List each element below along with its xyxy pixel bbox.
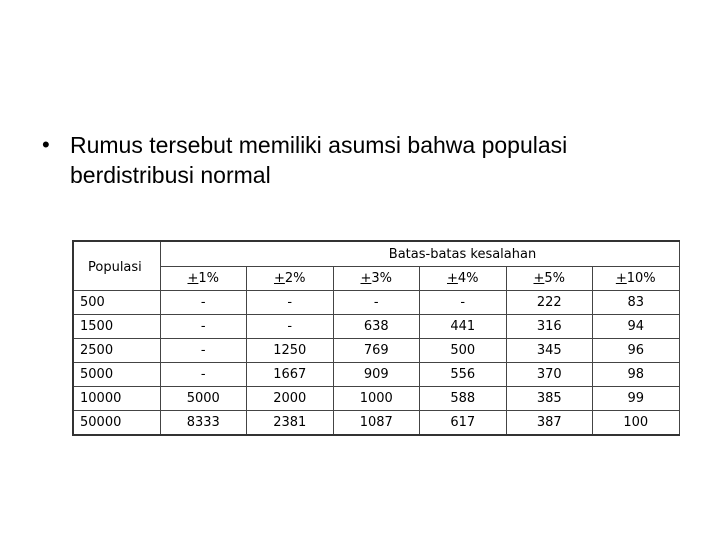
table-cell: - <box>420 291 507 315</box>
row-label: 10000 <box>73 387 160 411</box>
bullet-text: Rumus tersebut memiliki asumsi bahwa populasi berdistribusi normal <box>70 132 568 188</box>
row-label: 1500 <box>73 315 160 339</box>
table-cell: 94 <box>593 315 680 339</box>
column-header: +4% <box>420 267 507 291</box>
table-row <box>73 363 679 387</box>
table-cell: 2381 <box>247 411 334 436</box>
table-cell: 556 <box>420 363 507 387</box>
table-cell: 500 <box>420 339 507 363</box>
column-header-value: 10% <box>626 271 656 286</box>
table-cell: 588 <box>420 387 507 411</box>
column-header: +2% <box>247 267 334 291</box>
table-cell: 638 <box>333 315 420 339</box>
populasi-header: Populasi <box>73 241 160 291</box>
error-margin-table <box>72 240 678 440</box>
table-cell: - <box>160 363 247 387</box>
table-cell: 8333 <box>160 411 247 436</box>
table-cell: 100 <box>593 411 680 436</box>
table-cell: - <box>247 315 334 339</box>
table-cell: 222 <box>506 291 593 315</box>
table-cell: 98 <box>593 363 680 387</box>
column-header-value: 1% <box>198 271 220 286</box>
table-row <box>73 291 679 315</box>
table-cell: 5000 <box>160 387 247 411</box>
column-header-value: 4% <box>457 271 479 286</box>
table-cell: - <box>160 339 247 363</box>
column-header: +10% <box>593 267 680 291</box>
table-cell: - <box>160 291 247 315</box>
table-cell: 2000 <box>247 387 334 411</box>
table-row <box>73 387 679 411</box>
table-cell: 1000 <box>333 387 420 411</box>
column-header-value: 3% <box>371 271 393 286</box>
table-cell: 1250 <box>247 339 334 363</box>
column-header-value: 2% <box>284 271 306 286</box>
table-cell: 385 <box>506 387 593 411</box>
table-cell: 617 <box>420 411 507 436</box>
sample-size-table <box>72 240 680 436</box>
table-cell: 1667 <box>247 363 334 387</box>
batas-kesalahan-header: Batas-batas kesalahan <box>160 241 679 267</box>
table-cell: 99 <box>593 387 680 411</box>
row-label: 50000 <box>73 411 160 436</box>
column-header-value: 5% <box>544 271 566 286</box>
table-row <box>73 339 679 363</box>
table-cell: 96 <box>593 339 680 363</box>
table-cell: 909 <box>333 363 420 387</box>
column-header: +3% <box>333 267 420 291</box>
table-cell: 83 <box>593 291 680 315</box>
table-header-row-2 <box>73 267 679 291</box>
row-label: 2500 <box>73 339 160 363</box>
row-label: 5000 <box>73 363 160 387</box>
table-cell: 387 <box>506 411 593 436</box>
table-header-row-1 <box>73 241 679 267</box>
table-cell: - <box>333 291 420 315</box>
table-cell: - <box>247 291 334 315</box>
table-cell: 441 <box>420 315 507 339</box>
table-cell: 370 <box>506 363 593 387</box>
table-cell: 316 <box>506 315 593 339</box>
table-cell: - <box>160 315 247 339</box>
table-row <box>73 411 679 436</box>
bullet-symbol: • <box>42 132 50 157</box>
column-header: +5% <box>506 267 593 291</box>
table-cell: 1087 <box>333 411 420 436</box>
column-header: +1% <box>160 267 247 291</box>
table-cell: 345 <box>506 339 593 363</box>
row-label: 500 <box>73 291 160 315</box>
table-cell: 769 <box>333 339 420 363</box>
table-row <box>73 315 679 339</box>
